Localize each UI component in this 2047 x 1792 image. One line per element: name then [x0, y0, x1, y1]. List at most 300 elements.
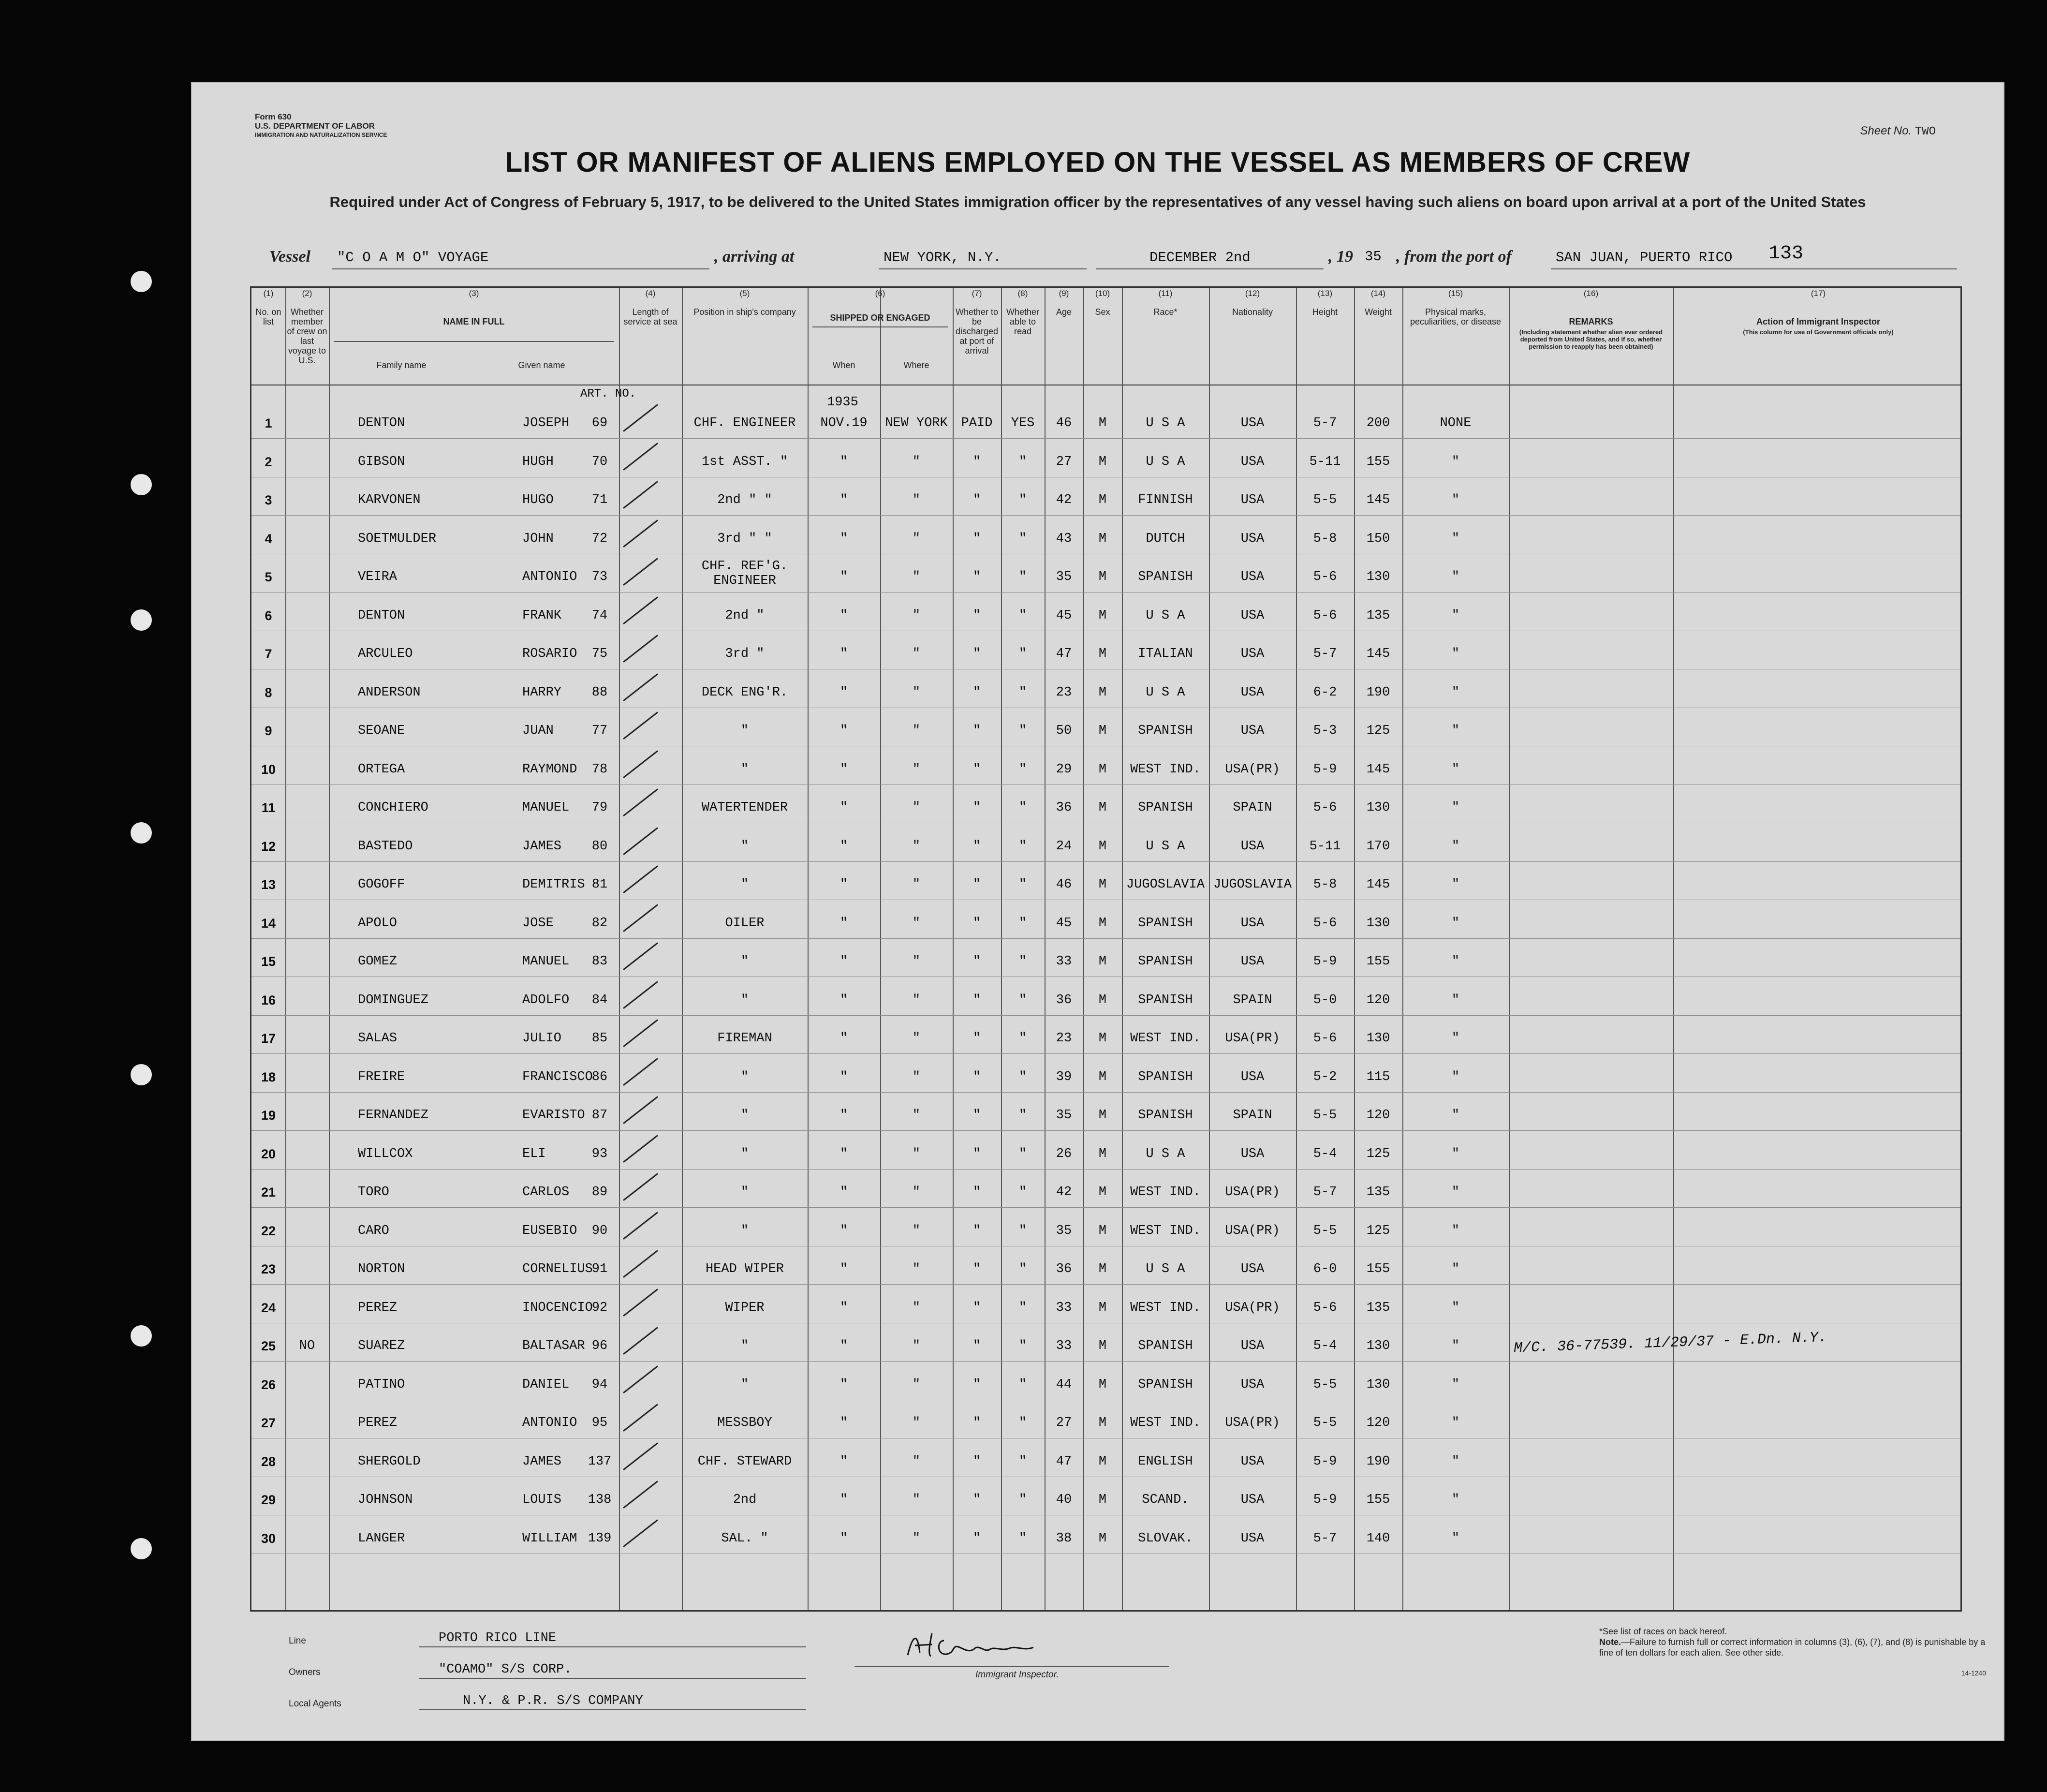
- physical-marks-cell: ": [1451, 1223, 1460, 1238]
- able-to-read-cell: ": [1018, 1300, 1027, 1315]
- able-to-read-cell: ": [1018, 877, 1027, 892]
- column-header: No. on list: [255, 307, 281, 326]
- age-cell: 24: [1056, 839, 1072, 854]
- shipped-when-cell: ": [839, 1454, 848, 1469]
- line-value: PORTO RICO LINE: [439, 1631, 557, 1645]
- column-header: Age: [1056, 307, 1072, 317]
- weight-cell: 155: [1366, 954, 1390, 969]
- position-cell: 1st ASST. ": [701, 454, 788, 469]
- physical-marks-cell: ": [1451, 724, 1460, 738]
- age-cell: 35: [1056, 1223, 1072, 1238]
- weight-cell: 130: [1366, 800, 1390, 815]
- nationality-cell: USA: [1240, 608, 1265, 623]
- shipped-where-cell: ": [912, 724, 921, 738]
- note-label: Note.: [1599, 1637, 1621, 1647]
- nationality-cell: USA: [1240, 1531, 1265, 1546]
- race-cell: DUTCH: [1146, 531, 1185, 546]
- table-row: [251, 1531, 1960, 1570]
- art-no-cell: 70: [591, 454, 608, 469]
- note-text: —Failure to furnish full or correct information in columns (3), (6), (7), and (8) is punishable by a fine of ten dollars for each alien. See other side.: [1599, 1637, 1986, 1658]
- race-cell: SPANISH: [1138, 1069, 1193, 1084]
- shipped-where-cell: ": [912, 916, 921, 931]
- shipped-where-cell: ": [912, 1185, 921, 1200]
- discharged-cell: ": [972, 1262, 981, 1276]
- family-name-cell: TORO: [358, 1185, 389, 1200]
- age-cell: 26: [1056, 1146, 1072, 1161]
- family-name-cell: DENTON: [358, 608, 405, 623]
- nationality-cell: USA: [1240, 1377, 1265, 1392]
- table-row: [251, 993, 1960, 1032]
- inspector-signature: [898, 1626, 1043, 1665]
- able-to-read-cell: ": [1018, 724, 1027, 738]
- nationality-cell: USA(PR): [1225, 1031, 1280, 1046]
- race-cell: SPANISH: [1138, 800, 1193, 815]
- physical-marks-cell: ": [1451, 1493, 1460, 1507]
- sex-cell: M: [1098, 839, 1107, 854]
- physical-marks-cell: ": [1451, 1454, 1460, 1469]
- given-name-cell: EVARISTO: [522, 1108, 585, 1123]
- table-row: [251, 493, 1960, 532]
- given-name-cell: JOSEPH: [522, 416, 570, 430]
- age-cell: 29: [1056, 762, 1072, 777]
- table-row: [251, 1329, 1960, 1377]
- table-row: [251, 559, 1960, 608]
- art-no-cell: 86: [591, 1069, 608, 1084]
- weight-cell: 150: [1366, 531, 1390, 546]
- family-name-cell: GOMEZ: [358, 954, 398, 969]
- sex-cell: M: [1098, 1146, 1107, 1161]
- column-number: (17): [1811, 289, 1826, 298]
- table-row: [251, 1377, 1960, 1416]
- family-name-cell: APOLO: [358, 916, 398, 931]
- age-cell: 44: [1056, 1377, 1072, 1392]
- given-name-cell: JAMES: [522, 839, 562, 854]
- row-number: 4: [265, 531, 272, 546]
- position-cell: 2nd " ": [717, 493, 772, 507]
- row-number: 14: [261, 916, 276, 931]
- column-header: Race*: [1153, 307, 1178, 317]
- given-name-cell: ANTONIO: [522, 1416, 577, 1430]
- given-name-cell: FRANK: [522, 608, 562, 623]
- column-header: Physical marks, peculiarities, or disease: [1410, 307, 1502, 326]
- shipped-when-cell: ": [839, 1416, 848, 1430]
- race-cell: SPANISH: [1138, 954, 1193, 969]
- weight-cell: 155: [1366, 454, 1390, 469]
- position-cell: CHF. STEWARD: [697, 1454, 792, 1469]
- table-row: [251, 724, 1960, 762]
- height-cell: 5-5: [1313, 1223, 1337, 1238]
- weight-cell: 120: [1366, 1108, 1390, 1123]
- nationality-cell: SPAIN: [1233, 800, 1272, 815]
- race-cell: U S A: [1146, 685, 1185, 700]
- agents-value: N.Y. & P.R. S/S COMPANY: [463, 1694, 643, 1708]
- age-cell: 50: [1056, 724, 1072, 738]
- height-cell: 5-9: [1313, 1454, 1337, 1469]
- age-cell: 33: [1056, 1300, 1072, 1315]
- row-number: 18: [261, 1069, 276, 1084]
- height-cell: 5-6: [1313, 608, 1337, 623]
- weight-cell: 125: [1366, 724, 1390, 738]
- table-row: [251, 647, 1960, 685]
- page-subtitle: Required under Act of Congress of February 5, 1917, to be delivered to the United States immigration officer by the representatives of any vessel having such aliens on board upon arrival at a port of the United States: [329, 193, 1866, 210]
- age-cell: 27: [1056, 1416, 1072, 1430]
- race-cell: SPANISH: [1138, 570, 1193, 584]
- table-row: [251, 1147, 1960, 1185]
- family-name-cell: VEIRA: [358, 570, 398, 584]
- sex-cell: M: [1098, 1531, 1107, 1546]
- given-name-cell: MANUEL: [522, 954, 570, 969]
- art-no-cell: 92: [591, 1300, 608, 1315]
- physical-marks-cell: ": [1451, 454, 1460, 469]
- position-cell: 2nd: [733, 1493, 757, 1507]
- given-name-cell: ANTONIO: [522, 570, 577, 584]
- shipped-when-cell: ": [839, 1185, 848, 1200]
- art-no-cell: 90: [591, 1223, 608, 1238]
- shipped-where-cell: ": [912, 1300, 921, 1315]
- shipped-where-cell: ": [912, 647, 921, 661]
- discharged-cell: ": [972, 800, 981, 815]
- date-value: DECEMBER 2nd: [1149, 250, 1251, 266]
- discharged-cell: ": [972, 954, 981, 969]
- from-label: , from the port of: [1396, 248, 1512, 266]
- column-number: (10): [1095, 289, 1110, 298]
- physical-marks-cell: ": [1451, 839, 1460, 854]
- height-cell: 5-7: [1313, 1531, 1337, 1546]
- row-number: 6: [265, 608, 272, 623]
- row-number: 15: [261, 954, 276, 969]
- nationality-cell: USA: [1240, 685, 1265, 700]
- column-number: (16): [1583, 289, 1599, 298]
- shipped-when-cell: ": [839, 531, 848, 546]
- row-number: 12: [261, 839, 276, 854]
- shipped-when-cell: ": [839, 1146, 848, 1161]
- weight-cell: 130: [1366, 1339, 1390, 1353]
- given-name-cell: WILLIAM: [522, 1531, 577, 1546]
- able-to-read-cell: ": [1018, 1223, 1027, 1238]
- shipped-when-cell: ": [839, 647, 848, 661]
- physical-marks-cell: ": [1451, 1031, 1460, 1046]
- race-cell: WEST IND.: [1130, 1031, 1201, 1046]
- weight-cell: 135: [1366, 1185, 1390, 1200]
- nationality-cell: SPAIN: [1233, 1108, 1272, 1123]
- physical-marks-cell: ": [1451, 1416, 1460, 1430]
- position-cell: WATERTENDER: [701, 800, 788, 815]
- given-name-cell: JOHN: [522, 531, 554, 546]
- row-number: 13: [261, 877, 276, 892]
- fine-note: [1599, 1637, 1986, 1658]
- height-cell: 5-4: [1313, 1339, 1337, 1353]
- shipped-when-cell: NOV.19: [820, 416, 868, 430]
- column-number: (3): [469, 289, 479, 298]
- family-name-cell: PATINO: [358, 1377, 405, 1392]
- race-cell: SPANISH: [1138, 1339, 1193, 1353]
- binder-holes: [131, 271, 160, 1625]
- discharged-cell: ": [972, 1185, 981, 1200]
- physical-marks-cell: ": [1451, 954, 1460, 969]
- physical-marks-cell: ": [1451, 1262, 1460, 1276]
- given-name-cell: HUGH: [522, 454, 554, 469]
- service-name: IMMIGRATION AND NATURALIZATION SERVICE: [255, 132, 387, 138]
- nationality-cell: USA: [1240, 647, 1265, 661]
- binder-hole: [131, 474, 152, 495]
- race-cell: U S A: [1146, 608, 1185, 623]
- family-name-cell: ORTEGA: [358, 762, 405, 777]
- art-no-cell: 88: [591, 685, 608, 700]
- table-row: [251, 1416, 1960, 1454]
- art-no-cell: 93: [591, 1146, 608, 1161]
- column-number: (1): [263, 289, 274, 298]
- from-port-underline: [1551, 268, 1957, 269]
- discharged-cell: ": [972, 724, 981, 738]
- height-cell: 5-8: [1313, 531, 1337, 546]
- physical-marks-cell: ": [1451, 916, 1460, 931]
- inspector-label: Immigrant Inspector.: [975, 1670, 1059, 1680]
- shipped-where-cell: ": [912, 1262, 921, 1276]
- nationality-cell: USA: [1240, 454, 1265, 469]
- nationality-cell: USA: [1240, 1454, 1265, 1469]
- position-cell: 3rd " ": [717, 531, 772, 546]
- shipped-where-cell: ": [912, 1223, 921, 1238]
- shipped-where-cell: ": [912, 493, 921, 507]
- position-cell: HEAD WIPER: [705, 1262, 784, 1276]
- column-header: Action of Immigrant Inspector: [1756, 317, 1881, 326]
- table-row: [251, 1108, 1960, 1147]
- race-cell: ENGLISH: [1138, 1454, 1193, 1469]
- given-name-cell: CARLOS: [522, 1185, 570, 1200]
- position-cell: ": [740, 1146, 749, 1161]
- able-to-read-cell: ": [1018, 531, 1027, 546]
- able-to-read-cell: ": [1018, 647, 1027, 661]
- able-to-read-cell: ": [1018, 1031, 1027, 1046]
- weight-cell: 125: [1366, 1223, 1390, 1238]
- age-cell: 46: [1056, 877, 1072, 892]
- able-to-read-cell: ": [1018, 762, 1027, 777]
- table-row: [251, 916, 1960, 955]
- shipped-where-cell: ": [912, 1531, 921, 1546]
- height-cell: 5-5: [1313, 493, 1337, 507]
- nationality-cell: JUGOSLAVIA: [1213, 877, 1292, 892]
- position-cell: ": [740, 839, 749, 854]
- table-row: [251, 685, 1960, 724]
- sex-cell: M: [1098, 1031, 1107, 1046]
- given-name-cell: ADOLFO: [522, 992, 570, 1007]
- nationality-cell: USA: [1240, 839, 1265, 854]
- sex-cell: M: [1098, 800, 1107, 815]
- shipped-when-cell: ": [839, 1262, 848, 1276]
- weight-cell: 155: [1366, 1262, 1390, 1276]
- manifest-sheet: [191, 82, 2004, 1741]
- family-name-cell: SEOANE: [358, 724, 405, 738]
- column-number: (7): [972, 289, 982, 298]
- physical-marks-cell: ": [1451, 1185, 1460, 1200]
- height-cell: 5-8: [1313, 877, 1337, 892]
- shipped-where-cell: ": [912, 608, 921, 623]
- height-cell: 6-2: [1313, 685, 1337, 700]
- physical-marks-cell: ": [1451, 608, 1460, 623]
- age-cell: 27: [1056, 454, 1072, 469]
- art-no-cell: 87: [591, 1108, 608, 1123]
- shipped-when-cell: ": [839, 954, 848, 969]
- able-to-read-cell: ": [1018, 800, 1027, 815]
- art-no-cell: 81: [591, 877, 608, 892]
- vessel-label: Vessel: [269, 248, 310, 266]
- column-subheader: Given name: [518, 360, 565, 370]
- height-cell: 5-6: [1313, 916, 1337, 931]
- height-cell: 5-9: [1313, 1493, 1337, 1507]
- shipped-where-cell: ": [912, 570, 921, 584]
- sex-cell: M: [1098, 724, 1107, 738]
- sex-cell: M: [1098, 1377, 1107, 1392]
- age-cell: 43: [1056, 531, 1072, 546]
- art-no-cell: 137: [588, 1454, 612, 1469]
- weight-cell: 145: [1366, 762, 1390, 777]
- sex-cell: M: [1098, 454, 1107, 469]
- family-name-cell: FREIRE: [358, 1069, 405, 1084]
- physical-marks-cell: ": [1451, 685, 1460, 700]
- weight-cell: 120: [1366, 992, 1390, 1007]
- discharged-cell: ": [972, 1339, 981, 1353]
- height-cell: 5-9: [1313, 954, 1337, 969]
- sex-cell: M: [1098, 1454, 1107, 1469]
- position-cell: 3rd ": [725, 647, 765, 661]
- family-name-cell: SALAS: [358, 1031, 398, 1046]
- position-cell: CHF. REF'G.: [701, 559, 788, 574]
- family-name-cell: ARCULEO: [358, 647, 413, 661]
- position-cell: ": [740, 1377, 749, 1392]
- able-to-read-cell: ": [1018, 1262, 1027, 1276]
- table-row: [251, 455, 1960, 493]
- discharged-cell: ": [972, 1108, 981, 1123]
- row-number: 28: [261, 1454, 276, 1469]
- shipped-when-cell: ": [839, 1377, 848, 1392]
- shipped-where-cell: ": [912, 1146, 921, 1161]
- arriving-value: NEW YORK, N.Y.: [884, 250, 1001, 266]
- discharged-cell: ": [972, 1377, 981, 1392]
- owners-label: Owners: [289, 1667, 321, 1677]
- form-code: 14-1240: [1961, 1669, 1986, 1677]
- given-name-cell: MANUEL: [522, 800, 570, 815]
- nationality-cell: USA: [1240, 416, 1265, 430]
- position-cell: ": [740, 1223, 749, 1238]
- column-number: (11): [1158, 289, 1173, 298]
- column-number: (12): [1245, 289, 1260, 298]
- sex-cell: M: [1098, 493, 1107, 507]
- voyage-line: [269, 248, 1991, 272]
- shipped-when-cell: ": [839, 800, 848, 815]
- column-number: (8): [1017, 289, 1028, 298]
- age-cell: 38: [1056, 1531, 1072, 1546]
- row-number: 23: [261, 1262, 276, 1276]
- nationality-cell: USA(PR): [1225, 1185, 1280, 1200]
- column-number: (6): [875, 289, 885, 298]
- shipped-when-cell: ": [839, 608, 848, 623]
- physical-marks-cell: ": [1451, 992, 1460, 1007]
- art-no-cell: 80: [591, 839, 608, 854]
- race-cell: U S A: [1146, 416, 1185, 430]
- position-cell: SAL. ": [721, 1531, 768, 1546]
- column-subheader: (This column for use of Government officials only): [1743, 328, 1894, 336]
- position-cell: CHF. ENGINEER: [693, 416, 796, 430]
- shipped-when-cell: ": [839, 454, 848, 469]
- nationality-cell: USA: [1240, 1493, 1265, 1507]
- agents-label: Local Agents: [289, 1699, 341, 1709]
- weight-cell: 190: [1366, 1454, 1390, 1469]
- height-cell: 6-0: [1313, 1262, 1337, 1276]
- able-to-read-cell: ": [1018, 1416, 1027, 1430]
- form-header: [255, 112, 387, 140]
- nationality-cell: USA: [1240, 954, 1265, 969]
- able-to-read-cell: ": [1018, 570, 1027, 584]
- page-title: LIST OR MANIFEST OF ALIENS EMPLOYED ON THE VESSEL AS MEMBERS OF CREW: [505, 147, 1691, 178]
- shipped-where-cell: ": [912, 531, 921, 546]
- weight-cell: 145: [1366, 647, 1390, 661]
- shipped-when-cell: ": [839, 493, 848, 507]
- weight-cell: 135: [1366, 608, 1390, 623]
- position-cell: ": [740, 1339, 749, 1353]
- race-cell: U S A: [1146, 1262, 1185, 1276]
- art-no-cell: 94: [591, 1377, 608, 1392]
- position-cell: WIPER: [725, 1300, 765, 1315]
- discharged-cell: ": [972, 1454, 981, 1469]
- discharged-cell: ": [972, 531, 981, 546]
- physical-marks-cell: ": [1451, 1146, 1460, 1161]
- physical-marks-cell: ": [1451, 493, 1460, 507]
- nationality-cell: USA: [1240, 1339, 1265, 1353]
- weight-cell: 135: [1366, 1300, 1390, 1315]
- race-cell: U S A: [1146, 839, 1185, 854]
- weight-cell: 140: [1366, 1531, 1390, 1546]
- nationality-cell: USA(PR): [1225, 1223, 1280, 1238]
- height-cell: 5-4: [1313, 1146, 1337, 1161]
- sex-cell: M: [1098, 608, 1107, 623]
- column-header: REMARKS: [1569, 317, 1613, 326]
- column-header: Whether able to read: [1006, 307, 1040, 336]
- sex-cell: M: [1098, 1223, 1107, 1238]
- height-cell: 5-5: [1313, 1377, 1337, 1392]
- physical-marks-cell: ": [1451, 1377, 1460, 1392]
- table-row: [251, 954, 1960, 993]
- column-header: Weight: [1365, 307, 1392, 317]
- position-cell: ": [740, 992, 749, 1007]
- row-number: 17: [261, 1031, 276, 1046]
- shipped-where-cell: ": [912, 1108, 921, 1123]
- discharged-cell: ": [972, 877, 981, 892]
- physical-marks-cell: ": [1451, 647, 1460, 661]
- row-number: 20: [261, 1146, 276, 1161]
- year-value: 35: [1365, 249, 1382, 265]
- position-cell: ": [740, 954, 749, 969]
- row-number: 7: [265, 647, 272, 661]
- table-row: [251, 762, 1960, 801]
- shipped-where-cell: ": [912, 1339, 921, 1353]
- shipped-when-cell: ": [839, 839, 848, 854]
- sex-cell: M: [1098, 1108, 1107, 1123]
- age-cell: 36: [1056, 992, 1072, 1007]
- able-to-read-cell: ": [1018, 1069, 1027, 1084]
- form-number: Form 630: [255, 112, 292, 121]
- weight-cell: 145: [1366, 877, 1390, 892]
- column-header: NAME IN FULL: [443, 317, 505, 326]
- race-cell: WEST IND.: [1130, 762, 1201, 777]
- column-header: Length of service at sea: [623, 307, 677, 326]
- discharged-cell: ": [972, 493, 981, 507]
- art-no-cell: 75: [591, 647, 608, 661]
- column-subheader: Family name: [376, 360, 427, 370]
- age-cell: 36: [1056, 800, 1072, 815]
- sex-cell: M: [1098, 916, 1107, 931]
- nationality-cell: SPAIN: [1233, 992, 1272, 1007]
- race-cell: JUGOSLAVIA: [1126, 877, 1205, 892]
